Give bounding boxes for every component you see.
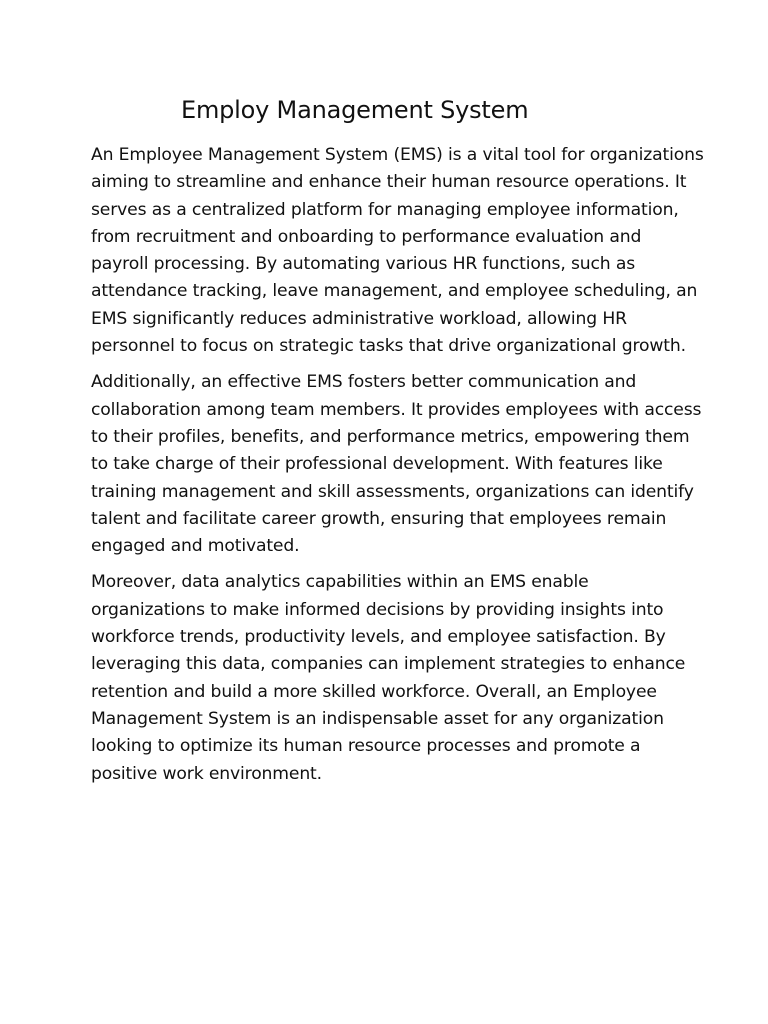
paragraph-line: An Employee Management System (EMS) is a vital tool for organizations — [91, 145, 704, 165]
paragraph-3 — [91, 569, 691, 787]
paragraph-line: aiming to streamline and enhance their human resource operations. It — [91, 172, 687, 193]
paragraph-line: attendance tracking, leave management, and employee scheduling, an — [91, 281, 698, 302]
paragraph-line: looking to optimize its human resource processes and promote a — [91, 736, 641, 757]
paragraph-line: personnel to focus on strategic tasks that drive organizational growth. — [91, 336, 686, 357]
paragraph-line: payroll processing. By automating various HR functions, such as — [91, 254, 636, 275]
paragraph-line: retention and build a more skilled workforce. Overall, an Employee — [91, 681, 657, 702]
paragraph-line: workforce trends, productivity levels, and employee satisfaction. By — [91, 627, 666, 648]
paragraph-line: training management and skill assessments, organizations can identify — [91, 481, 694, 502]
paragraph-line: leveraging this data, companies can implement strategies to enhance — [91, 654, 686, 675]
paragraph-line: positive work environment. — [91, 763, 322, 784]
paragraph-1 — [91, 142, 704, 360]
paragraph-line: Additionally, an effective EMS fosters better communication and — [91, 372, 637, 393]
paragraph-2 — [91, 369, 702, 560]
paragraph-line: serves as a centralized platform for managing employee information, — [91, 199, 679, 220]
paragraph-line: to their profiles, benefits, and performance metrics, empowering them — [91, 426, 690, 447]
paragraph-line: Management System is an indispensable asset for any organization — [91, 708, 664, 729]
paragraph-line: EMS significantly reduces administrative workload, allowing HR — [91, 308, 627, 329]
paragraph-line: to take charge of their professional development. With features like — [91, 454, 663, 475]
paragraph-line: organizations to make informed decisions by providing insights into — [91, 599, 664, 620]
document-body — [91, 142, 704, 797]
paragraph-line: Moreover, data analytics capabilities within an EMS enable — [91, 572, 589, 593]
paragraph-line: engaged and motivated. — [91, 536, 300, 557]
document-title: Employ Management System — [181, 96, 529, 124]
paragraph-line: collaboration among team members. It provides employees with access — [91, 399, 702, 420]
paragraph-line: from recruitment and onboarding to performance evaluation and — [91, 226, 642, 247]
paragraph-line: talent and facilitate career growth, ensuring that employees remain — [91, 508, 667, 529]
